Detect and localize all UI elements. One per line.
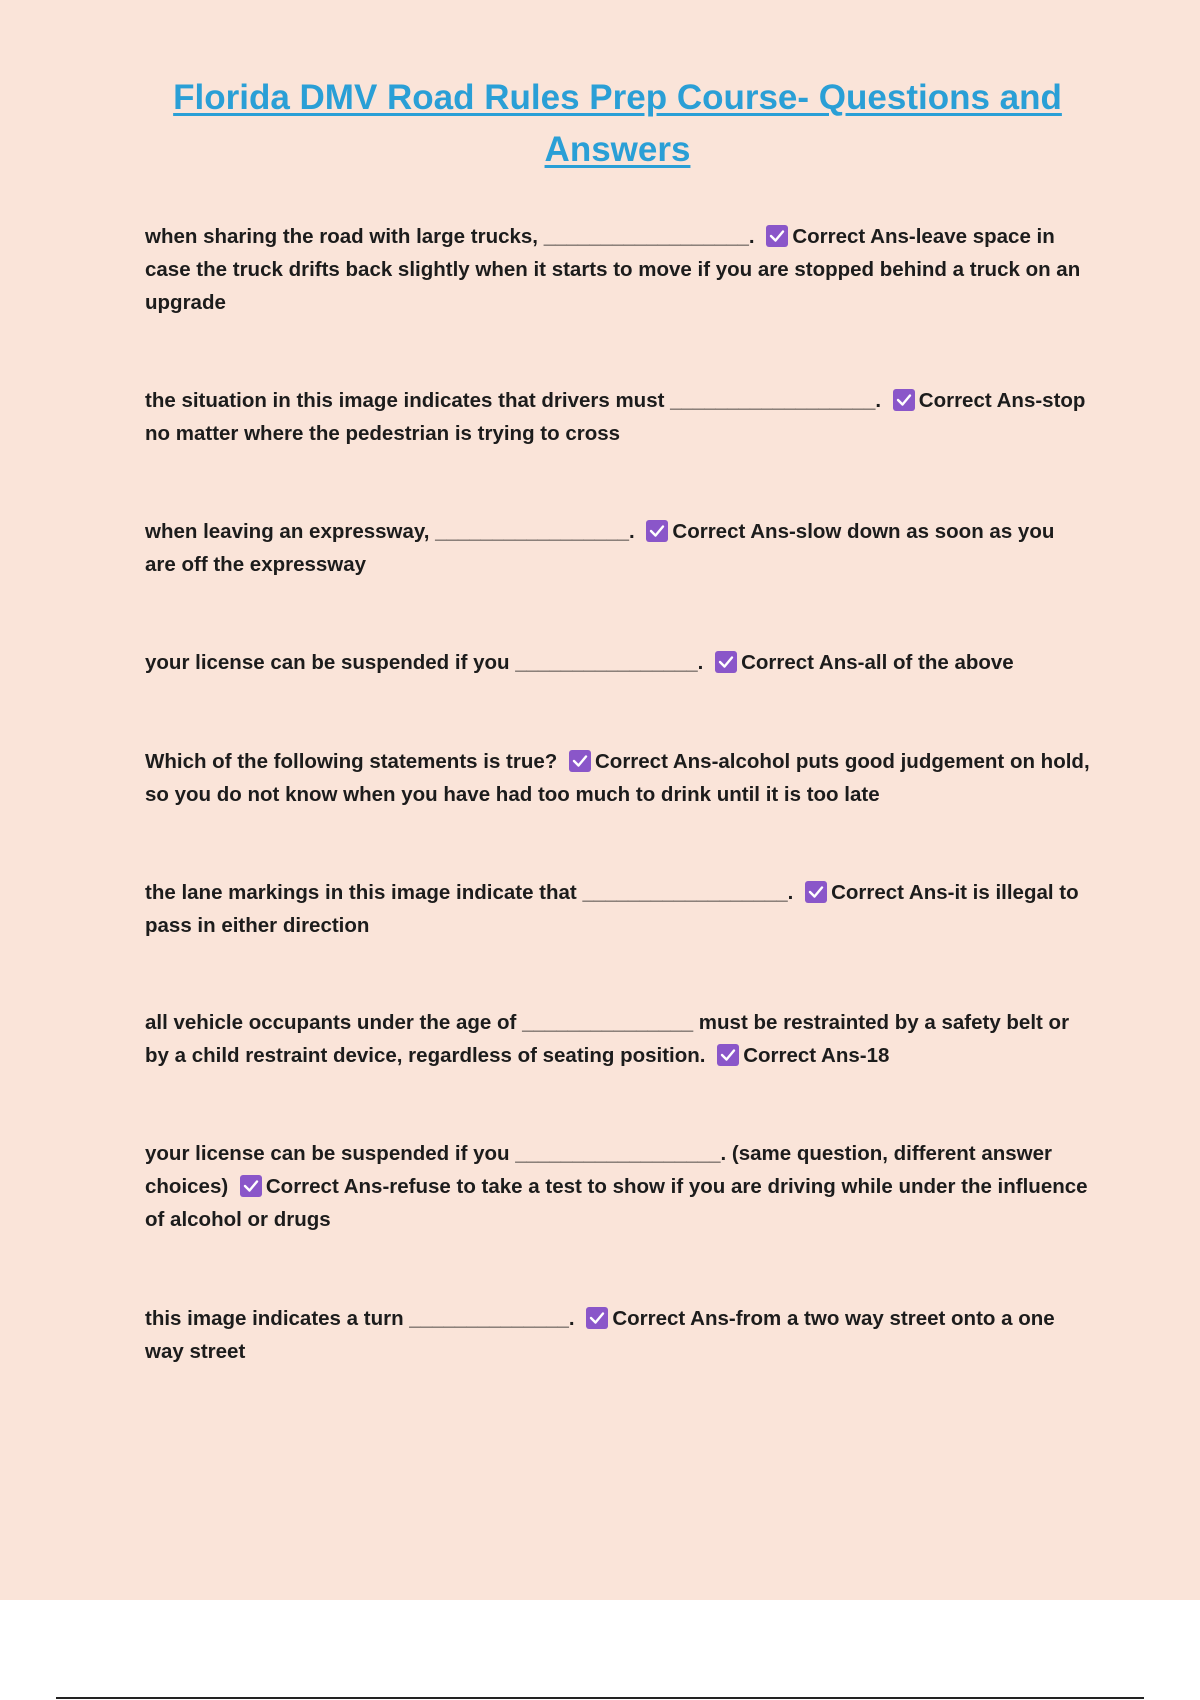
checkbox-checked-icon (646, 520, 668, 542)
checkbox-checked-icon (569, 750, 591, 772)
checkbox-checked-icon (240, 1175, 262, 1197)
answer-text: Correct Ans-it is illegal to pass in either direction (145, 881, 1079, 937)
checkbox-checked-icon (717, 1044, 739, 1066)
question-text-continued: (same question, different answer choices) (145, 1142, 1052, 1198)
checkbox-checked-icon (893, 389, 915, 411)
footer-divider (56, 1697, 1144, 1699)
answer-blank: __________________. (543, 225, 755, 248)
question-text: the situation in this image indicates that drivers must (145, 389, 671, 412)
question-text: the lane markings in this image indicate that (145, 881, 583, 904)
answer-text: Correct Ans-refuse to take a test to show if you are driving while under the influence of alcohol or drugs (145, 1175, 1088, 1231)
checkbox-checked-icon (805, 881, 827, 903)
qa-item-4 (145, 646, 1090, 679)
question-text: when leaving an expressway, (145, 520, 436, 543)
answer-blank: __________________. (670, 389, 882, 412)
question-text: Which of the following statements is true? (145, 750, 558, 773)
answer-blank: __________________. (515, 1142, 727, 1165)
qa-item-5 (145, 745, 1090, 811)
checkbox-checked-icon (586, 1307, 608, 1329)
answer-text: Correct Ans-from a two way street onto a one way street (145, 1307, 1055, 1363)
checkbox-checked-icon (766, 225, 788, 247)
answer-blank: ______________. (409, 1307, 575, 1330)
answer-blank: ________________. (515, 651, 704, 674)
answer-text: Correct Ans-18 (743, 1044, 890, 1067)
answer-text: Correct Ans-leave space in case the truck drifts back slightly when it starts to move if you are stopped behind a truck on an upgrade (145, 225, 1081, 314)
answer-text: Correct Ans-stop no matter where the pedestrian is trying to cross (145, 389, 1086, 445)
answer-blank: _________________. (435, 520, 635, 543)
checkbox-checked-icon (715, 651, 737, 673)
qa-item-2 (145, 384, 1090, 450)
qa-item-6 (145, 876, 1090, 942)
question-text: all vehicle occupants under the age of (145, 1011, 523, 1034)
answer-text: Correct Ans-alcohol puts good judgement on hold, so you do not know when you have had too much to drink until it is too late (145, 750, 1090, 806)
answer-text: Correct Ans-all of the above (741, 651, 1014, 674)
question-text: your license can be suspended if you (145, 651, 516, 674)
qa-item-1 (145, 220, 1090, 319)
qa-item-3 (145, 515, 1090, 581)
question-text: your license can be suspended if you (145, 1142, 516, 1165)
question-text: this image indicates a turn (145, 1307, 410, 1330)
answer-blank: _______________ (522, 1011, 694, 1034)
qa-item-9 (145, 1302, 1090, 1368)
qa-item-8 (145, 1137, 1090, 1236)
qa-item-7 (145, 1006, 1090, 1072)
document-title: Florida DMV Road Rules Prep Course- Questions and Answers (173, 78, 1062, 169)
question-text: when sharing the road with large trucks, (145, 225, 544, 248)
question-text-continued: must be restrainted by a safety belt or by a child restraint device, regardless of seating position. (145, 1011, 1070, 1067)
answer-blank: __________________. (582, 881, 794, 904)
answer-text: Correct Ans-slow down as soon as you are off the expressway (145, 520, 1055, 576)
